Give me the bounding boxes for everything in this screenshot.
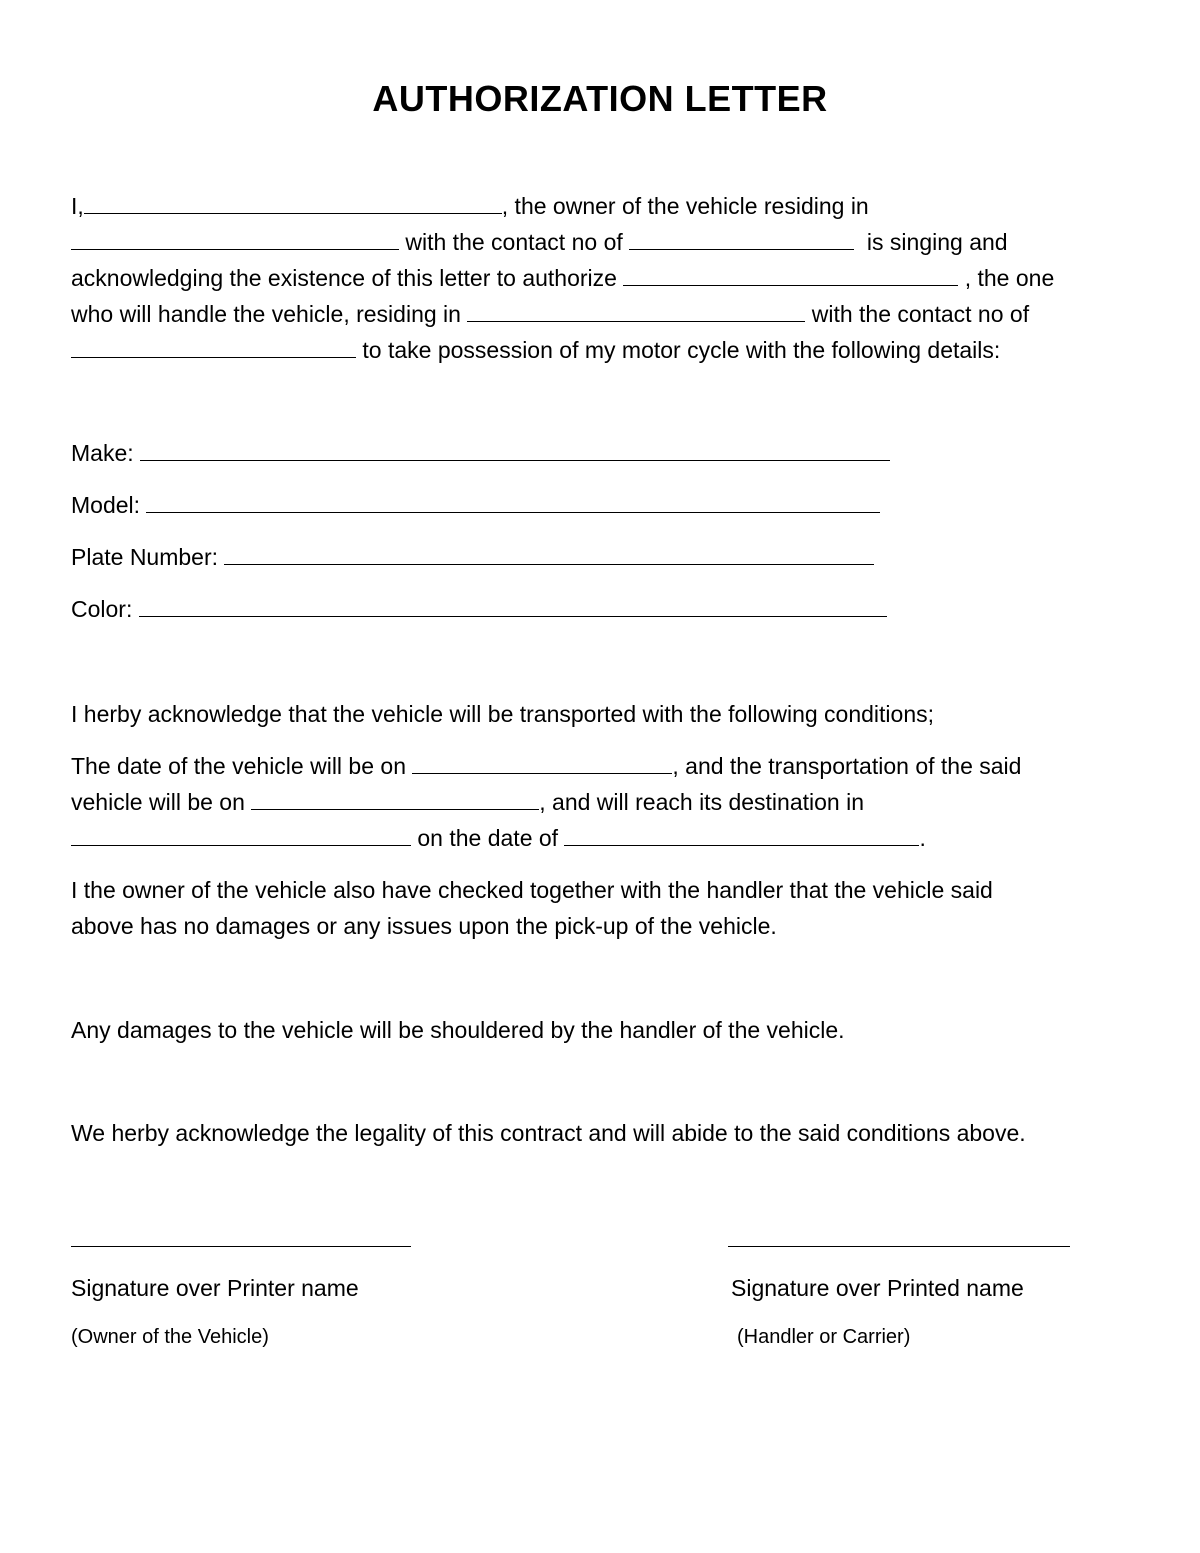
color-field: Color: [71,596,887,623]
intro-line-1: I, , the owner of the vehicle residing in [71,193,869,219]
owner-signature-label: Signature over Printer name [71,1275,359,1301]
intro-line-3: acknowledging the existence of this letter to authorize , the one [71,265,1055,291]
transport-line-2: vehicle will be on , and will reach its destination in [71,789,864,815]
document-title: AUTHORIZATION LETTER [372,78,828,119]
legality-paragraph: We herby acknowledge the legality of this contract and will abide to the said conditions above. [71,1120,1026,1146]
intro-paragraph [71,188,1131,368]
arrival-date-blank[interactable] [564,825,919,846]
vehicle-date-blank[interactable] [412,753,672,774]
transport-line-3: on the date of . [71,820,1131,856]
intro-line-5: to take possession of my motor cycle with the following details: [71,332,1131,368]
color-blank[interactable] [139,596,887,617]
handler-contact-blank[interactable] [71,337,356,358]
transport-paragraph [71,748,1131,856]
owner-signature-line[interactable] [71,1246,411,1247]
destination-blank[interactable] [71,825,411,846]
handler-address-blank[interactable] [467,301,805,322]
plate-number-field: Plate Number: [71,544,874,571]
make-blank[interactable] [140,440,890,461]
damages-paragraph: Any damages to the vehicle will be shouldered by the handler of the vehicle. [71,1017,845,1043]
conditions-heading: I herby acknowledge that the vehicle will be transported with the following conditions; [71,701,934,727]
model-blank[interactable] [146,492,880,513]
handler-role: (Handler or Carrier) [737,1326,911,1348]
handler-signature-line[interactable] [728,1246,1070,1247]
handler-name-blank[interactable] [623,265,958,286]
intro-line-4: who will handle the vehicle, residing in with the contact no of [71,301,1030,327]
handler-signature-label: Signature over Printed name [731,1275,1024,1301]
owner-name-blank[interactable] [84,193,502,214]
transport-line-1: The date of the vehicle will be on , and the transportation of the said [71,753,1022,779]
owner-address-blank[interactable] [71,229,399,250]
model-field: Model: [71,492,880,519]
intro-line-2: with the contact no of is singing and [71,224,1131,260]
inspection-paragraph: I the owner of the vehicle also have checked together with the handler that the vehicle said above has no damages or any issues upon the pick-up of the vehicle. [71,877,993,939]
make-field: Make: [71,440,890,467]
owner-role: (Owner of the Vehicle) [71,1326,269,1348]
owner-contact-blank[interactable] [629,229,854,250]
plate-number-blank[interactable] [224,544,874,565]
transport-date-blank[interactable] [251,789,539,810]
